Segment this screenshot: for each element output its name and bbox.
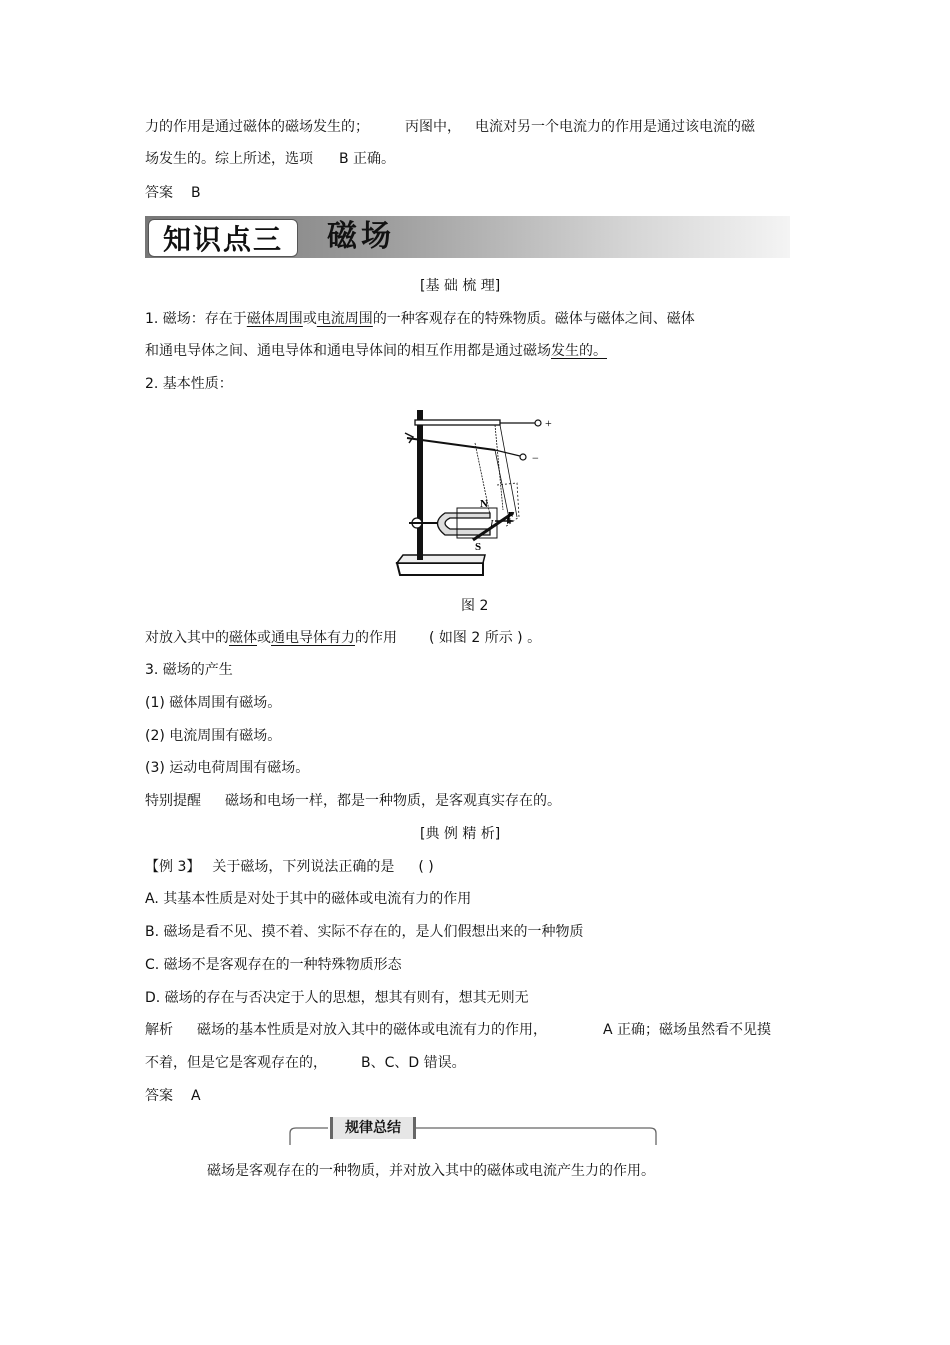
item-text: 的作用 [355, 630, 397, 646]
label-s: S [475, 541, 482, 553]
note-text: 磁场和电场一样，都是一种物质，是客观真实存在的。 [225, 793, 561, 809]
analysis-text: 磁场的基本性质是对放入其中的磁体或电流有力的作用， [197, 1022, 547, 1038]
item-text: 1. 磁场：存在于 [145, 311, 247, 327]
underline-text: 电流周围 [316, 311, 373, 327]
item-1-line-2 [145, 341, 607, 361]
summary-title: 规律总结 [330, 1117, 416, 1139]
answer-value: A [191, 1088, 201, 1104]
option-d: D. 磁场的存在与否决定于人的思想，想其有则有，想其无则无 [145, 990, 529, 1006]
analysis-label: 解析 [145, 1022, 173, 1038]
underline-text: 磁体周围 [246, 311, 303, 327]
section-banner [145, 216, 790, 258]
label-n: N [480, 498, 488, 510]
section-number-box: 知识点三 [148, 219, 298, 257]
intro-text: 丙图中， [405, 119, 461, 135]
option-b: B. 磁场是看不见、摸不着、实际不存在的，是人们假想出来的一种物质 [145, 924, 584, 940]
intro-line-2 [145, 149, 395, 169]
label-plus: + [545, 416, 552, 430]
underline-text: 发生的。 [551, 343, 607, 359]
stand-base [397, 563, 483, 575]
item-3-point-2: (2) 电流周围有磁场。 [145, 728, 282, 744]
intro-answer [145, 183, 201, 203]
analysis-line-2 [145, 1053, 466, 1073]
intro-text: 力的作用是通过磁体的磁场发生的； [145, 119, 369, 135]
analysis-line-1 [145, 1020, 771, 1040]
item-3-title: 3. 磁场的产生 [145, 662, 233, 678]
label-i: I [490, 519, 494, 530]
item-text: ( 如图 2 所示 ) 。 [429, 630, 542, 646]
u-magnet [438, 513, 491, 535]
answer-label: 答案 [145, 1088, 173, 1104]
label-f: F [507, 510, 515, 522]
item-text: 或 [257, 630, 271, 646]
option-c: C. 磁场不是客观存在的一种特殊物质形态 [145, 957, 402, 973]
stand-pole [417, 410, 423, 560]
property-line [145, 628, 541, 648]
option-a: A. 其基本性质是对处于其中的磁体或电流有力的作用 [145, 891, 472, 907]
section-title: 磁场 [327, 219, 395, 254]
question-text: 关于磁场，下列说法正确的是 [212, 859, 395, 875]
item-3-point-3: (3) 运动电荷周围有磁场。 [145, 760, 310, 776]
analysis-text: B、C、D 错误。 [361, 1055, 466, 1071]
example-label: 【例 3】 [145, 859, 201, 875]
terminal-minus [520, 454, 526, 460]
item-3-point-1: (1) 磁体周围有磁场。 [145, 695, 282, 711]
answer-blank: ( ) [418, 859, 434, 875]
intro-text: 电流对另一个电流力的作用是通过该电流的磁 [475, 119, 755, 135]
item-text: 对放入其中的 [145, 630, 229, 646]
experiment-figure [395, 405, 565, 585]
intro-text: B 正确。 [339, 151, 396, 167]
analysis-text: 不着，但是它是客观存在的， [145, 1055, 327, 1071]
special-note [145, 791, 561, 811]
label-minus: − [532, 451, 539, 465]
analysis-text: A 正确；磁场虽然看不见摸 [603, 1022, 772, 1038]
basic-heading: [基 础 梳 理] [420, 278, 501, 294]
intro-text: 场发生的。综上所述，选项 [145, 151, 313, 167]
answer-value: B [191, 185, 201, 201]
figure-caption: 图 2 [461, 598, 489, 614]
note-label: 特别提醒 [145, 793, 201, 809]
item-2: 2. 基本性质： [145, 376, 233, 392]
stand-base-top [397, 555, 485, 563]
answer-label: 答案 [145, 185, 173, 201]
underline-text: 磁体 [229, 630, 257, 646]
summary-text: 磁场是客观存在的一种物质，并对放入其中的磁体或电流产生力的作用。 [207, 1163, 655, 1179]
example-answer [145, 1086, 201, 1106]
terminal-plus [535, 420, 541, 426]
item-text: 或 [302, 311, 317, 327]
item-1-line-1 [145, 309, 695, 329]
example-question [145, 857, 434, 877]
top-rod [415, 420, 500, 425]
item-text: 和通电导体之间、通电导体和通电导体间的相互作用都是通过磁场 [145, 343, 551, 359]
intro-line-1 [145, 117, 755, 137]
example-heading: [典 例 精 析] [420, 826, 501, 842]
underline-text: 通电导体有力 [271, 630, 355, 646]
item-text: 的一种客观存在的特殊物质。磁体与磁体之间、磁体 [372, 311, 695, 327]
